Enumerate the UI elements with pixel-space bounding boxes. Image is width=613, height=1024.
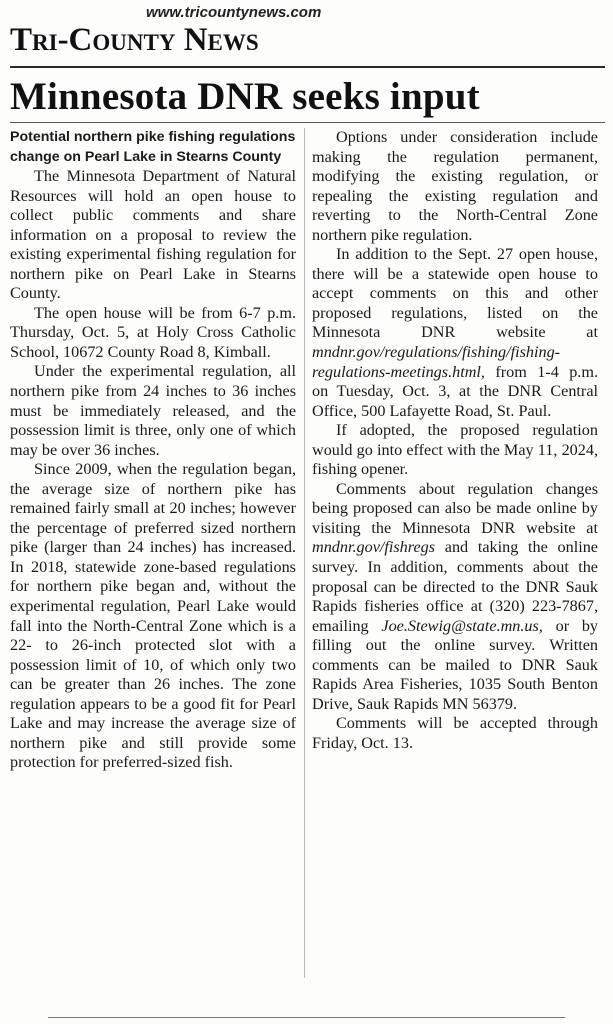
paragraph: If adopted, the proposed regulation would go into effect with the May 11, 2024, fishing opener.: [312, 421, 598, 479]
paragraph: Comments will be accepted through Friday, Oct. 13.: [312, 714, 598, 752]
paragraph-text: or by filling out the online survey. Written comments can be mailed to DNR Sauk Rapids Area Fisheries, 1035 South Benton Drive, Sauk Rapids MN 56379.: [312, 616, 599, 713]
paragraph: Under the experimental regulation, all northern pike from 24 inches to 36 inches must be immediately released, and the possession limit is three, only one of which may be over 36 inches.: [10, 362, 296, 459]
masthead: Tri-County News: [10, 22, 259, 58]
site-url: www.tricountynews.com: [146, 4, 322, 21]
paragraph: [312, 245, 598, 421]
right-column: [312, 128, 598, 754]
column-divider: [304, 128, 305, 978]
paragraph-text: and taking the online survey. In addition, comments about the proposal can be directed to the DNR Sauk Rapids fisheries office at (320) 223-7867, emailing: [312, 538, 598, 635]
paragraph-text: In addition to the Sept. 27 open house, there will be a statewide open house to accept comments on this and other proposed regulations, listed on the Minnesota DNR website at: [312, 245, 598, 342]
bottom-rule: [48, 1017, 565, 1018]
meetings-link: mndnr.gov/regulations/fishing/fishing-regulations-meetings.html,: [312, 343, 561, 381]
article-headline: Minnesota DNR seeks input: [10, 75, 480, 118]
paragraph: The open house will be from 6-7 p.m. Thursday, Oct. 5, at Holy Cross Catholic School, 10672 County Road 8, Kimball.: [10, 303, 296, 361]
article-subhead: Potential northern pike fishing regulations change on Pearl Lake in Stearns County: [10, 129, 296, 165]
paragraph-text: Comments about regulation changes being proposed can also be made online by visiting the Minnesota DNR website at: [312, 479, 598, 537]
left-column: [10, 128, 296, 773]
fishregs-link: mndnr.gov/fishregs: [312, 538, 436, 557]
paragraph: Since 2009, when the regulation began, the average size of northern pike has remained fairly small at 20 inches; however the percentage of preferred sized northern pike (larger than 24 inches) has increased. In 2018, statewide zone-based regulations for northern pike began and, without the experimental regulation, Pearl Lake would fall into the North-Central Zone which is a 22- to 26-inch protected slot with a possession limit of 10, of which only two can be greater than 26 inches. The zone regulation appears to be a good fit for Pearl Lake and may increase the average size of northern pike and still provide some protection for preferred-sized fish.: [10, 460, 296, 772]
paragraph: Options under consideration include making the regulation permanent, modifying the existing regulation, or repealing the existing regulation and reverting to the North-Central Zone northern pike regulation.: [312, 128, 598, 244]
contact-email: Joe.Stewig@state.mn.us,: [381, 616, 543, 635]
headline-rule: [10, 122, 605, 123]
masthead-rule: [10, 66, 605, 68]
paragraph: The Minnesota Department of Natural Resources will hold an open house to collect public comments and share information on a proposal to review the existing experimental fishing regulation for northern pike on Pearl Lake in Stearns County.: [10, 167, 296, 303]
paragraph: [312, 480, 598, 715]
paragraph-text: from 1-4 p.m. on Tuesday, Oct. 3, at the DNR Central Office, 500 Lafayette Road, St. Paul.: [312, 362, 598, 420]
